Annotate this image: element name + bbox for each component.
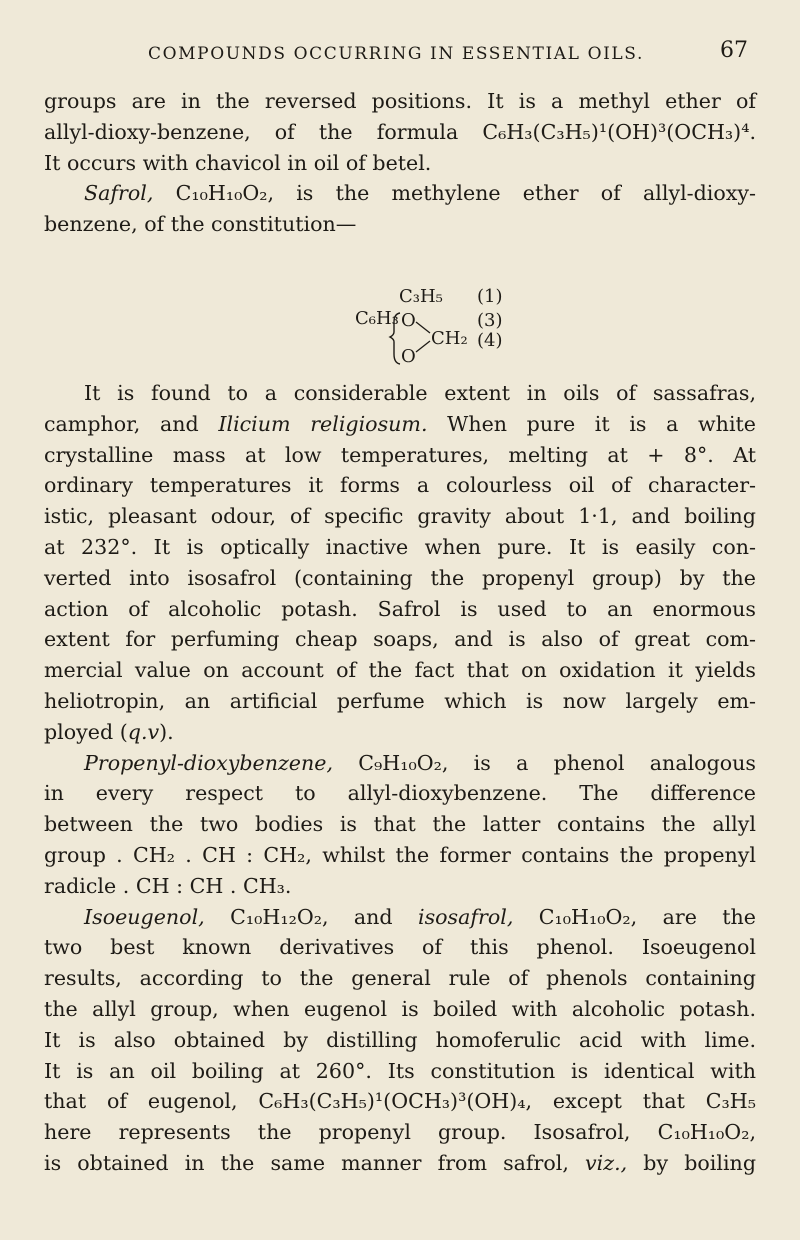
text-fragment: C₁₀H₁₀O₂, is the methylene ether of allyl-dioxy- bbox=[153, 181, 756, 206]
text-line: two best known derivatives of this phenol. Isoeugenol bbox=[44, 935, 756, 960]
term-isoeugenol: Isoeugenol, bbox=[84, 904, 205, 929]
text-line: in every respect to allyl-dioxybenzene. The difference bbox=[44, 781, 756, 806]
text-line: action of alcoholic potash. Safrol is used to an enormous bbox=[44, 596, 756, 621]
oxygen-lower: O bbox=[401, 346, 416, 367]
position-3: (3) bbox=[477, 310, 503, 331]
text-line: crystalline mass at low temperatures, melting at + 8°. At bbox=[44, 442, 756, 467]
text-fragment: C₉H₁₀O₂, is a phenol analogous bbox=[333, 750, 756, 775]
text-line: benzene, of the constitution— bbox=[44, 212, 357, 237]
allyl-group: C₃H₅ bbox=[399, 286, 443, 307]
text-line: mercial value on account of the fact that on oxidation it yields bbox=[44, 658, 756, 683]
text-line: here represents the propenyl group. Isosafrol, C₁₀H₁₀O₂, bbox=[44, 1120, 756, 1145]
text-line bbox=[44, 902, 756, 933]
safrol-formula bbox=[355, 286, 615, 374]
text-line: radicle . CH : CH . CH₃. bbox=[44, 873, 292, 898]
text-fragment: camphor, and bbox=[44, 411, 219, 436]
running-title: COMPOUNDS OCCURRING IN ESSENTIAL OILS. bbox=[148, 44, 644, 64]
text-block-main bbox=[44, 378, 756, 1179]
text-line: group . CH₂ . CH : CH₂, whilst the former contains the propenyl bbox=[44, 842, 756, 867]
text-line: It is found to a considerable extent in oils of sassafras, bbox=[84, 381, 756, 405]
text-fragment: C₁₀H₁₀O₂, are the bbox=[513, 904, 756, 929]
paragraph-safrol-properties bbox=[44, 378, 756, 748]
oxygen-upper: O bbox=[401, 310, 416, 331]
text-fragment: C₁₀H₁₂O₂, and bbox=[204, 904, 418, 929]
text-line: It occurs with chavicol in oil of betel. bbox=[44, 150, 432, 175]
text-line: groups are in the reversed positions. It is a methyl ether of bbox=[44, 89, 756, 113]
page-number: 67 bbox=[720, 38, 748, 63]
position-4: (4) bbox=[477, 330, 503, 351]
text-line bbox=[44, 717, 756, 748]
benzene-ring: C₆H₃ bbox=[355, 308, 399, 329]
term-safrol: Safrol, bbox=[84, 181, 154, 206]
text-line: the allyl group, when eugenol is boiled with alcoholic potash. bbox=[44, 996, 756, 1021]
paragraph-safrol bbox=[44, 178, 756, 240]
text-line: at 232°. It is optically inactive when pure. It is easily con- bbox=[44, 534, 756, 559]
text-line bbox=[44, 409, 756, 440]
paragraph-methyl-ether bbox=[44, 86, 756, 178]
text-fragment: When pure it is a white bbox=[427, 411, 756, 436]
term-propenyl-dioxybenzene: Propenyl-dioxybenzene, bbox=[84, 750, 333, 775]
text-line: It is an oil boiling at 260°. Its constitution is identical with bbox=[44, 1058, 756, 1083]
text-line: istic, pleasant odour, of specific gravity about 1·1, and boiling bbox=[44, 504, 756, 529]
text-line: allyl-dioxy-benzene, of the formula C₆H₃(C₃H₅)¹(OH)³(OCH₃)⁴. bbox=[44, 119, 756, 144]
text-line: heliotropin, an artificial perfume which is now largely em- bbox=[44, 688, 756, 713]
text-line bbox=[44, 748, 756, 779]
text-line: results, according to the general rule of phenols containing bbox=[44, 966, 756, 991]
paragraph-propenyl bbox=[44, 748, 756, 902]
text-fragment: by boiling bbox=[627, 1150, 756, 1175]
text-fragment: is obtained in the same manner from safrol, bbox=[44, 1150, 586, 1175]
term-isosafrol: isosafrol, bbox=[418, 904, 514, 929]
text-line bbox=[44, 1148, 756, 1179]
text-fragment: ). bbox=[159, 719, 174, 744]
term-qv: q.v bbox=[127, 719, 160, 744]
text-line: extent for perfuming cheap soaps, and is also of great com- bbox=[44, 627, 756, 652]
methylene-group: CH₂ bbox=[431, 328, 468, 349]
text-line bbox=[44, 178, 756, 209]
text-line: that of eugenol, C₆H₃(C₃H₅)¹(OCH₃)³(OH)₄, except that C₃H₅ bbox=[44, 1089, 756, 1114]
text-block-top bbox=[44, 86, 756, 240]
text-line: between the two bodies is that the latter contains the allyl bbox=[44, 812, 756, 837]
text-line: verted into isosafrol (containing the propenyl group) by the bbox=[44, 565, 756, 590]
text-line: It is also obtained by distilling homoferulic acid with lime. bbox=[44, 1027, 756, 1052]
term-viz: viz., bbox=[585, 1150, 628, 1175]
text-line: ordinary temperatures it forms a colourless oil of character- bbox=[44, 473, 756, 498]
position-1: (1) bbox=[477, 286, 503, 307]
term-ilicium: Ilicium religiosum. bbox=[218, 411, 428, 436]
paragraph-isoeugenol bbox=[44, 902, 756, 1179]
text-fragment: ployed ( bbox=[44, 719, 128, 744]
